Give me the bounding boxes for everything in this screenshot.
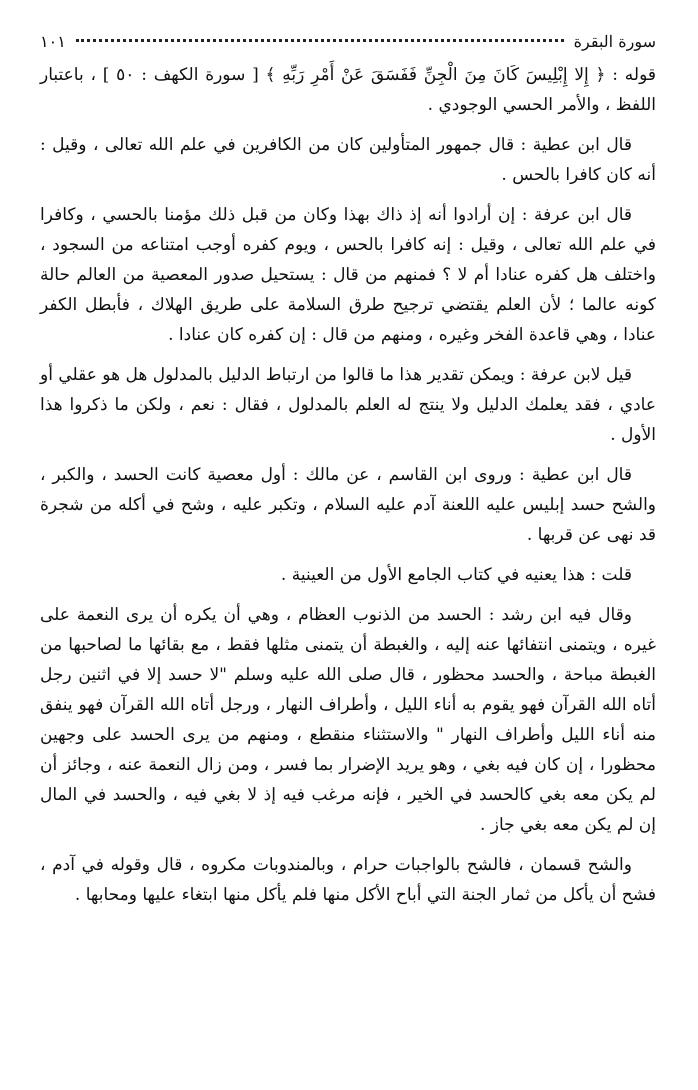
paragraph-qultu: قلت : هذا يعنيه في كتاب الجامع الأول من العينية .	[280, 565, 632, 585]
page-number: ١٠١	[40, 32, 66, 51]
paragraph-ibn-atiyya-1: قال ابن عطية : قال جمهور المتأولين كان من الكافرين في علم الله تعالى ، وقيل : أنه كان كافرا بالحس .	[40, 135, 656, 185]
paragraph-ibn-arafa-2: قيل لابن عرفة : ويمكن تقدير هذا ما قالوا من ارتباط الدليل بالمدلول هل هو عقلي أو عادي ، فقد يعلمك الدليل ولا ينتج له العلم بالمدلول ، فقال : نعم ، ولكن ما ذكروا هذا الأول .	[40, 365, 656, 445]
header-dotted-leader	[76, 39, 564, 42]
paragraph-ibn-atiyya-2: قال ابن عطية : وروى ابن القاسم ، عن مالك : أول معصية كانت الحسد ، والكبر ، والشح حسد إبليس عليه اللعنة آدم عليه السلام ، وتكبر عليه ، وشح في أكله من شجرة قد نهى عن قربها .	[40, 465, 656, 545]
paragraph-ibn-arafa-1: قال ابن عرفة : إن أرادوا أنه إذ ذاك بهذا وكان من قبل ذلك مؤمنا بالحسي ، وكافرا في علم الله تعالى ، وقيل : إنه كافرا بالحس ، ويوم كفره أوجب امتناعه من السجود ، واختلف هل كفره عنادا أم لا ؟ فمنهم من قال : يستحيل صدور المعصية من العالم حالة كونه عالما ؛ لأن العلم يقتضي ترجيح طرق السلامة على طريق الهلاك ، فأبطل الكفر عنادا ، وهي قاعدة الفخر وغيره ، ومنهم من قال : إن كفره كان عنادا .	[40, 205, 656, 345]
paragraph-ibn-rushd: وقال فيه ابن رشد : الحسد من الذنوب العظام ، وهي أن يكره أن يرى النعمة على غيره ، ويتمنى انتفائها عنه إليه ، والغبطة أن يتمنى مثلها فقط ، مع بقائها ما لصاحبها من الغبطة مباحة ، والحسد محظور ، قال صلى الله عليه وسلم "لا حسد إلا في اثنين رجل أتاه الله القرآن فهو يقوم به أناء الليل ، وأطراف النهار ، ورجل أتاه الله القرآن فهو ينفق منه أناء الليل وأطراف النهار " والاستثناء منقطع ، ومنهم من يرى الحسد على وجهين محظورا ، إن كان فيه بغي ، وهو يريد الإضرار بما فسر ، ومن زال النعمة عنه ، وجائز أن لم يكن معه بغي كالحسد في الخير ، فإنه مرغب فيه إذ لا بغي فيه ، والحسد في المال إن لم يكن معه بغي جاز .	[40, 605, 656, 835]
paragraph-shuhh: والشح قسمان ، فالشح بالواجبات حرام ، وبالمندوبات مكروه ، قال وقوله في آدم ، فشح أن يأكل من ثمار الجنة التي أباح الأكل منها فلم يأكل منها ابتغاء عليها ومحابها .	[40, 855, 656, 905]
paragraph-quote-iblis: قوله : ﴿ إِلا إِبْلِيسَ كَانَ مِنَ الْجِنِّ فَفَسَقَ عَنْ أَمْرِ رَبِّهِ ﴾ [ سورة الكهف : ٥٠ ] ، باعتبار اللفظ ، والأمر الحسي الوجودي .	[40, 65, 656, 115]
running-header	[40, 32, 656, 56]
surah-title: سورة البقرة	[573, 32, 656, 51]
